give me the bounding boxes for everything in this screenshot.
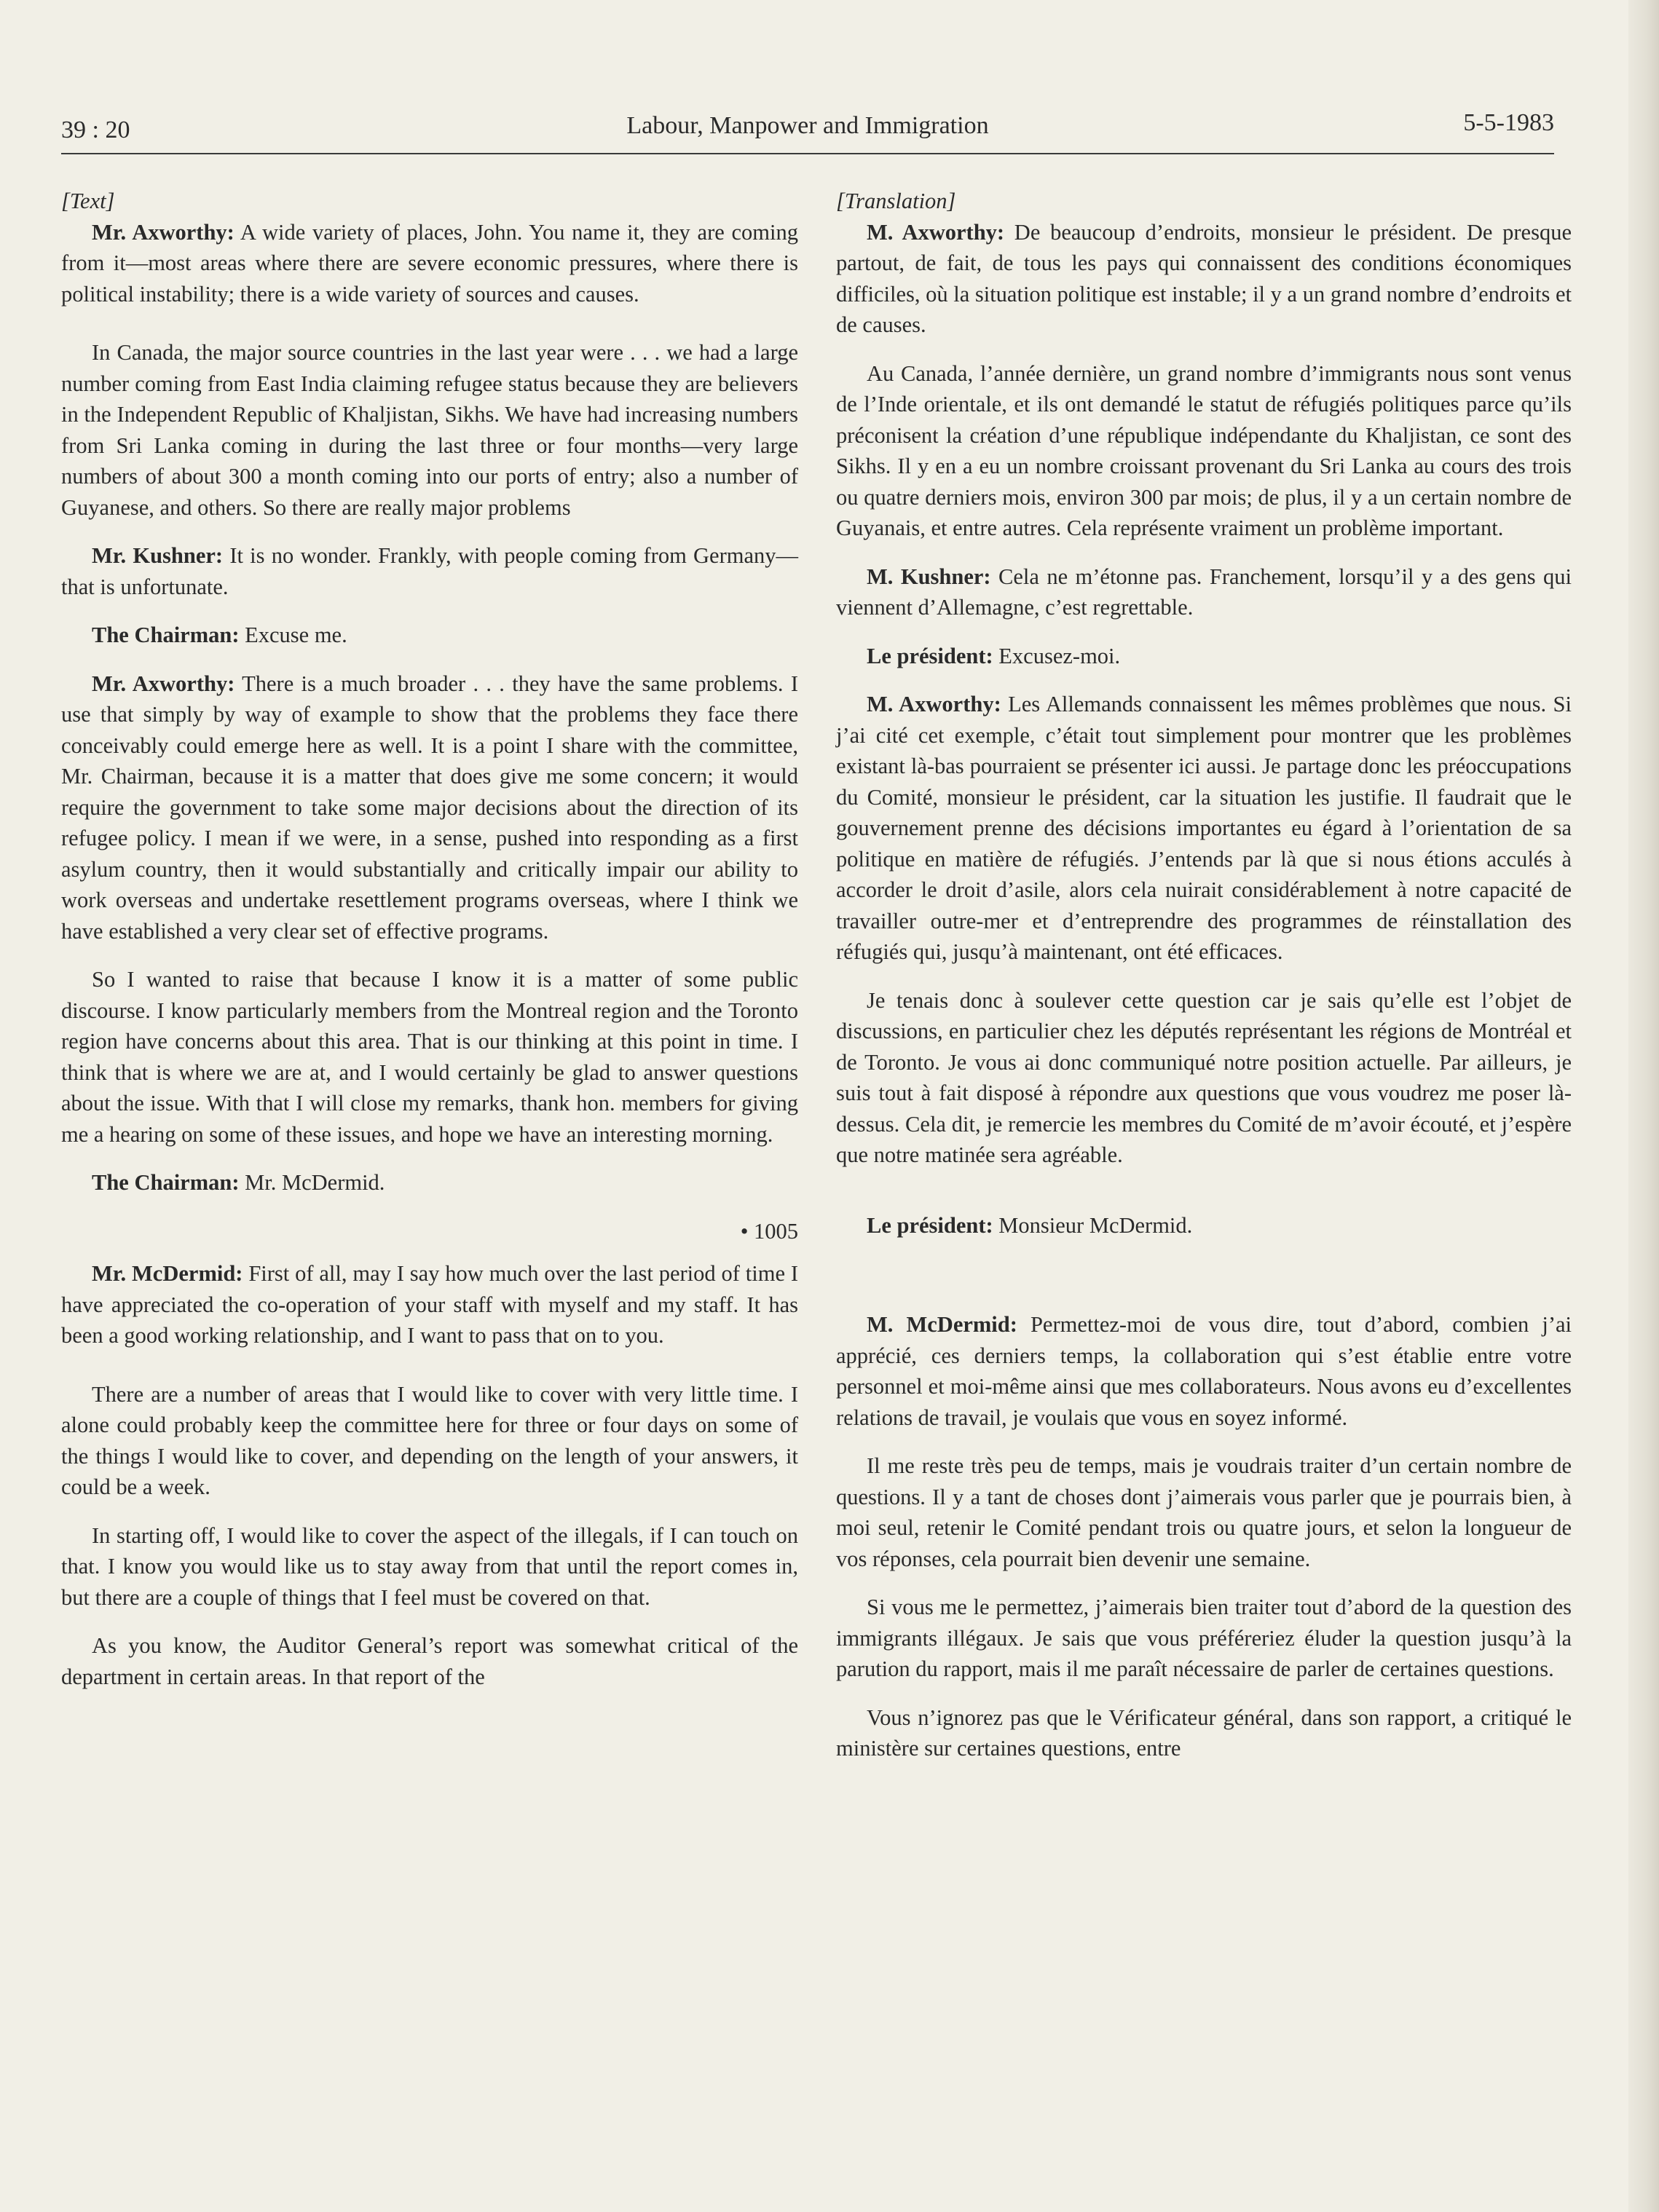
paragraph (61, 620, 798, 651)
speaker-name: Mr. Kushner: (92, 543, 224, 568)
header-date: 5-5-1983 (1463, 109, 1554, 136)
paragraph-text: Mr. McDermid. (239, 1170, 385, 1195)
paragraph (61, 540, 798, 602)
paragraph-text: First of all, may I say how much over the last period of time I have appreciated the co-operation of your staff with myself and my staff. It has been a good working relationship, and I want to pass that on to you. (61, 1261, 798, 1348)
speaker-name: The Chairman: (92, 623, 240, 647)
paragraph: So I wanted to raise that because I know it is a matter of some public discourse. I know particularly members from the Montreal region and the Toronto region have concerns about this area. That is our thinking at this point in time. I think that is where we are at, and I would certainly be glad to answer questions about the issue. With that I will close my remarks, thank hon. members for giving me a hearing on some of these issues, and hope we have an interesting morning. (61, 967, 798, 1147)
paragraph-text: Permettez-moi de vous dire, tout d’abord, combien j’ai apprécié, ces derniers temps, la collaboration qui s’est établie entre votre personnel et moi-même ainsi que mes collaborateurs. Nous avons eu d’excellentes relations de travail, je voulais que vous en soyez informé. (836, 1312, 1572, 1430)
paragraph: As you know, the Auditor General’s report was somewhat critical of the department in certain areas. In that report of the (61, 1633, 798, 1689)
paragraph-text: Les Allemands connaissent les mêmes problèmes que nous. Si j’ai cité cet exemple, c’était tout simplement pour montrer que les problèmes existant là-bas pourraient se présenter ici aussi. Je partage donc les préoccupations du Comité, monsieur le président, car la situation les justifie. Il faudrait que le gouvernement prenne des décisions importantes eu égard à l’orientation de sa politique en matière de réfugiés. J’entends par là que si nous étions acculés à accorder le droit d’asile, alors cela nuirait considérablement à notre capacité de travailler outre-mer et d’entreprendre des programmes de réinstallation des réfugiés qui, jusqu’à maintenant, ont été efficaces. (836, 692, 1572, 964)
paragraph-text: There is a much broader . . . they have the same problems. I use that simply by way of example to show that the problems they face there conceivably could emerge here as well. It is a point I share with the committee, Mr. Chairman, because it is a matter that does give me some concern; it would require the government to take some major decisions about the direction of its refugee policy. I mean if we were, in a sense, pushed into responding as a first asylum country, then it would substantially and critically impair our ability to work overseas and undertake resettlement programs overseas, where I think we have established a very clear set of effective programs. (61, 671, 798, 944)
paragraph-text: Excuse me. (239, 623, 347, 647)
paragraph (836, 561, 1572, 623)
paragraph-text: A wide variety of places, John. You name it, they are coming from it—most areas where there are severe economic pressures, where there is political instability; there is a wide variety of sources and causes. (61, 219, 798, 307)
language-tag: [Translation] (836, 189, 956, 213)
running-title: Labour, Manpower and Immigration (626, 112, 989, 139)
paragraph-text: Excusez-moi. (993, 643, 1121, 668)
paragraph: Si vous me le permettez, j’aimerais bien traiter tout d’abord de la question des immigrants illégaux. Je sais que vous préféreriez éluder la question jusqu’à la parution du rapport, mais il me paraît nécessaire de parler de certaines questions. (836, 1595, 1572, 1681)
speaker-name: M. Kushner: (867, 564, 991, 589)
time-marker: • 1005 (740, 1218, 798, 1244)
paragraph: Au Canada, l’année dernière, un grand nombre d’immigrants nous sont venus de l’Inde orientale, et ils ont demandé le statut de réfugiés politiques parce qu’ils préconisent la création d’une république indépendante du Khaljistan, ce sont des Sikhs. Il y en a eu un nombre croissant provenant du Sri Lanka au cours des trois ou quatre derniers mois, environ 300 par mois; de plus, il y a un certain nombre de Guyanais, et entre autres. Cela représente vraiment un problème important. (836, 360, 1572, 540)
paragraph (836, 217, 1572, 341)
paragraph-text: Cela ne m’étonne pas. Franchement, lorsqu’il y a des gens qui viennent d’Allemagne, c’est regrettable. (836, 564, 1572, 620)
language-tag: [Text] (61, 189, 115, 213)
speaker-name: Le président: (867, 643, 993, 668)
speaker-name: M. McDermid: (867, 1312, 1017, 1337)
page-header (61, 109, 1554, 154)
speaker-name: The Chairman: (92, 1170, 240, 1195)
page-edge-shadow (1628, 0, 1659, 2212)
speaker-name: M. Axworthy: (867, 692, 1001, 716)
paragraph-text: It is no wonder. Frankly, with people coming from Germany—that is unfortunate. (61, 543, 798, 599)
speaker-name: M. Axworthy: (867, 219, 1005, 245)
speaker-name: Mr. Axworthy: (92, 219, 235, 245)
paragraph (836, 689, 1572, 968)
paragraph (836, 641, 1572, 672)
speaker-name: Mr. Axworthy: (92, 671, 235, 696)
paragraph (61, 1167, 798, 1198)
paragraph: Vous n’ignorez pas que le Vérificateur général, dans son rapport, a critiqué le ministère sur certaines questions, entre (836, 1705, 1572, 1761)
speaker-name: Le président: (867, 1212, 993, 1238)
paragraph (61, 217, 798, 310)
page-number: 39 : 20 (61, 116, 130, 143)
paragraph (836, 1309, 1572, 1433)
paragraph-text: Monsieur McDermid. (993, 1212, 1193, 1238)
paragraph (61, 668, 798, 947)
paragraph-text: De beaucoup d’endroits, monsieur le président. De presque partout, de fait, de tous les pays qui connaissent des conditions économiques difficiles, où la situation politique est instable; il y a un grand nombre d’endroits et de causes. (836, 219, 1572, 337)
french-column (836, 186, 1572, 1782)
paragraph: In starting off, I would like to cover the aspect of the illegals, if I can touch on that. I know you would like us to stay away from that until the report comes in, but there are a couple of things that I feel must be covered on that. (61, 1522, 798, 1610)
paragraph: There are a number of areas that I would like to cover with very little time. I alone could probably keep the committee here for three or four days on some of the things I would like to cover, and depending on the length of your answers, it could be a week. (61, 1381, 798, 1499)
paragraph (836, 1210, 1572, 1241)
paragraph: Je tenais donc à soulever cette question car je sais qu’elle est l’objet de discussions, en particulier chez les députés représentant les régions de Montréal et de Toronto. Je vous ai donc communiqué notre position actuelle. Par ailleurs, je suis tout à fait disposé à répondre aux questions que vous voudrez me poser là-dessus. Cela dit, je remercie les membres du Comité de m’avoir écouté, et j’espère que notre matinée sera agréable. (836, 987, 1572, 1167)
paragraph (61, 1258, 798, 1351)
paragraph: Il me reste très peu de temps, mais je voudrais traiter d’un certain nombre de questions. Il y a tant de choses dont j’aimerais vous parler que je pourrais bien, à moi seul, retenir le Comité pendant trois ou quatre jours, et selon la longueur de vos réponses, cela pourrait bien devenir une semaine. (836, 1453, 1572, 1571)
english-column (61, 186, 798, 1710)
paragraph: In Canada, the major source countries in the last year were . . . we had a large number coming from East India claiming refugee status because they are believers in the Independent Republic of Khaljistan, Sikhs. We have had increasing numbers from Sri Lanka coming in during the last three or four months—very large numbers of about 300 a month coming into our ports of entry; also a number of Guyanese, and others. So there are really major problems (61, 340, 798, 520)
speaker-name: Mr. McDermid: (92, 1261, 243, 1286)
